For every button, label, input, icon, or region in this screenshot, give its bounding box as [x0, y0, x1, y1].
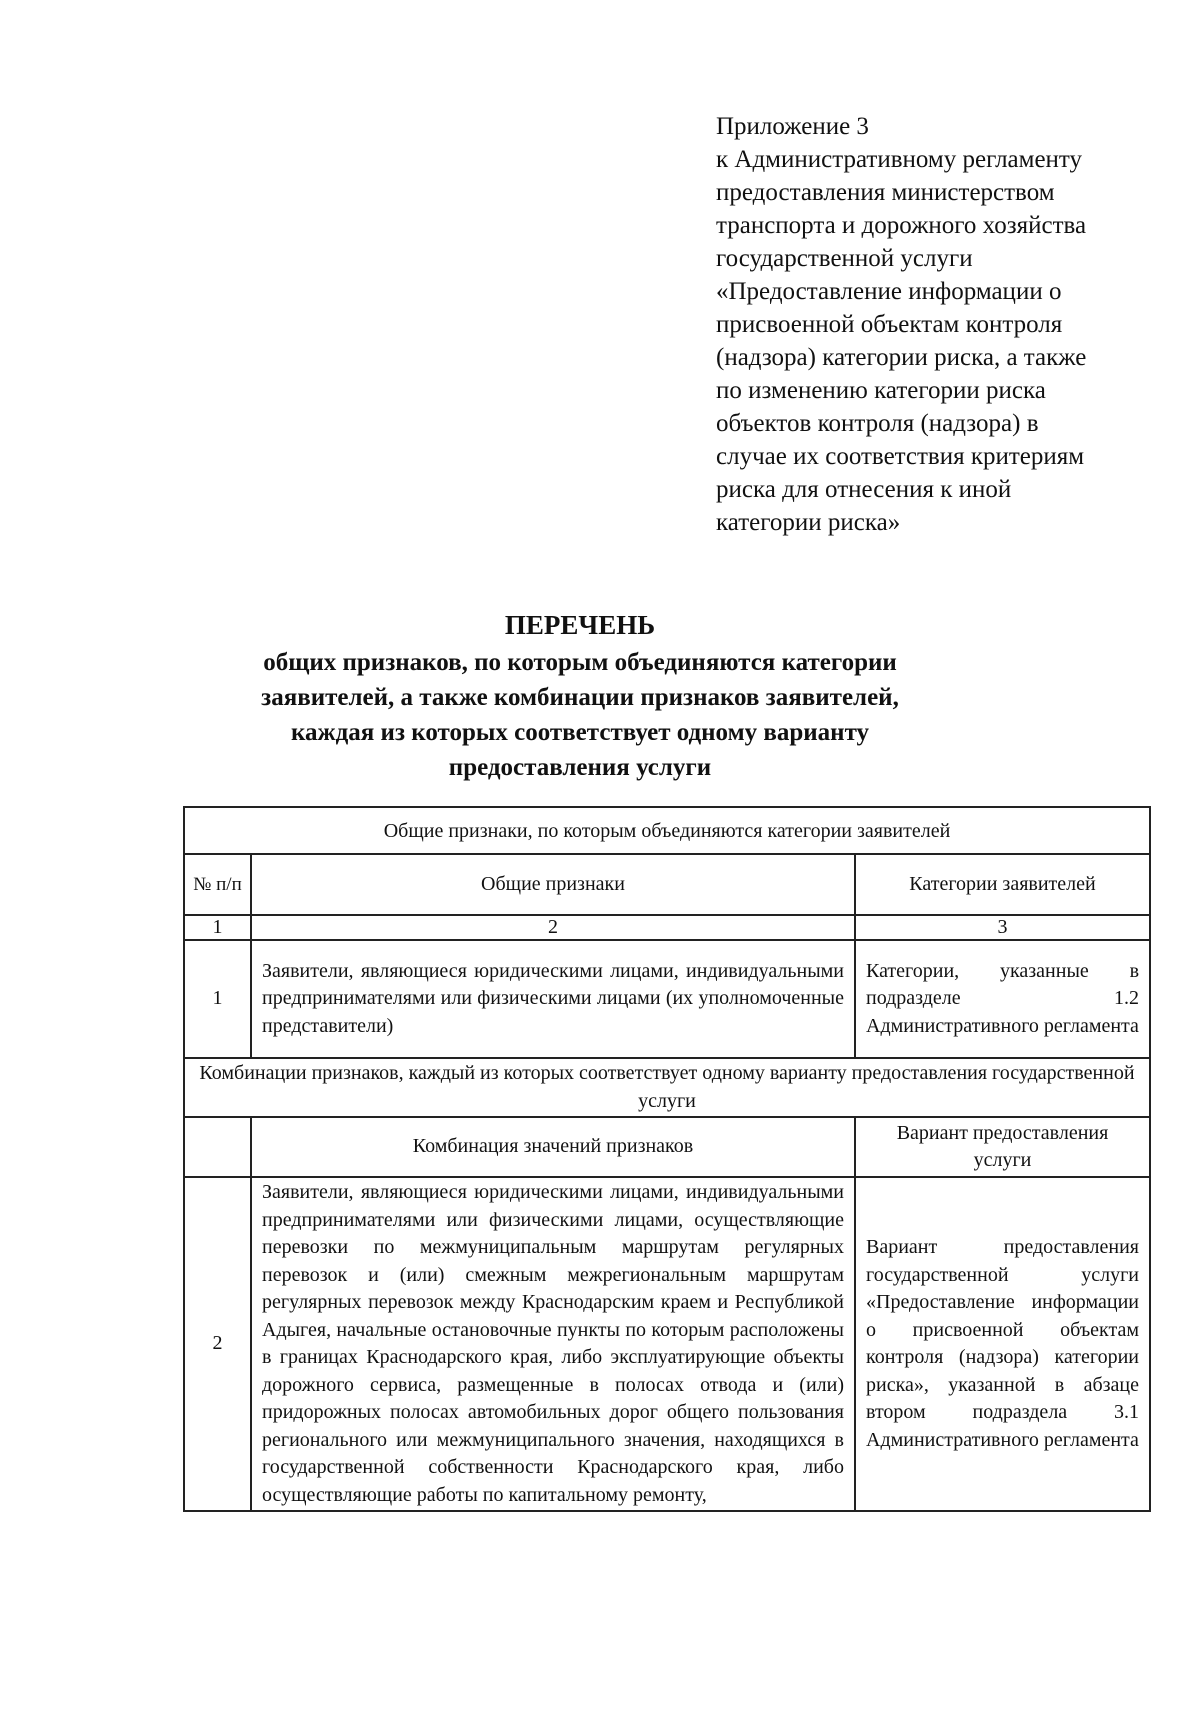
col-number-1: 1 [184, 915, 251, 940]
section1-header: Общие признаки, по которым объединяются категории заявителей [184, 807, 1150, 854]
table-row [184, 940, 1150, 1058]
row2-num: 2 [184, 1177, 251, 1511]
appendix-line: присвоенной объектам контроля [716, 311, 1063, 338]
row1-features: Заявители, являющиеся юридическими лицами, индивидуальными предпринимателями или физическими лицами (их уполномоченные представители) [251, 940, 855, 1058]
title-subtitle-line: предоставления услуги [448, 754, 712, 781]
table-col-number-row [184, 915, 1150, 940]
appendix-line: по изменению категории риска [716, 377, 1046, 404]
appendix-line: «Предоставление информации о [716, 278, 1062, 305]
col-header-combination: Комбинация значений признаков [251, 1117, 855, 1177]
table-section-header-row [184, 1058, 1150, 1117]
appendix-line: транспорта и дорожного хозяйства [716, 212, 1087, 239]
appendix-line: к Административному регламенту [716, 146, 1083, 173]
col-header-general-features: Общие признаки [251, 854, 855, 915]
section2-num-header-empty [184, 1117, 251, 1177]
col-number-2: 2 [251, 915, 855, 940]
row1-categories: Категории, указанные в подразделе 1.2 Административного регламента [855, 940, 1150, 1058]
col-header-num: № п/п [184, 854, 251, 915]
document-title [240, 605, 920, 785]
title-subtitle-line: заявителей, а также комбинации признаков заявителей, [261, 684, 899, 711]
title-subtitle-line: каждая из которых соответствует одному варианту [290, 719, 870, 746]
title-subtitle-line: общих признаков, по которым объединяются категории [263, 649, 897, 676]
features-table [183, 806, 1151, 1512]
row1-num: 1 [184, 940, 251, 1058]
appendix-line: риска для отнесения к иной [716, 476, 1012, 503]
row2-variant: Вариант предоставления государственной услуги «Предоставление информации о присвоенной объектам контроля (надзора) категории риска», указанной в абзаце втором подраздела 3.1 Административного регламента [855, 1177, 1150, 1511]
table-header-row [184, 854, 1150, 915]
table-section-header-row [184, 807, 1150, 854]
table-header-row [184, 1117, 1150, 1177]
section2-header: Комбинации признаков, каждый из которых соответствует одному варианту предоставления государственной услуги [184, 1058, 1150, 1117]
col-header-applicant-categories: Категории заявителей [855, 854, 1150, 915]
appendix-line: предоставления министерством [716, 179, 1055, 206]
appendix-line: (надзора) категории риска, а также [716, 344, 1087, 371]
appendix-line: Приложение 3 [716, 113, 869, 140]
appendix-line: категории риска» [716, 509, 901, 536]
title-main: ПЕРЕЧЕНЬ [504, 610, 656, 640]
appendix-line: государственной услуги [716, 245, 973, 272]
appendix-header [716, 110, 1142, 539]
table-row [184, 1177, 1150, 1511]
appendix-line: объектов контроля (надзора) в [716, 410, 1039, 437]
row2-combination: Заявители, являющиеся юридическими лицами, индивидуальными предпринимателями или физическими лицами, осуществляющие перевозки по межмуниципальным маршрутам регулярных перевозок и (или) смежным межрегиональным маршрутам регулярных перевозок между Краснодарским краем и Республикой Адыгея, начальные остановочные пункты по которым расположены в границах Краснодарского края, либо эксплуатирующие объекты дорожного сервиса, размещенные в полосах отвода и (или) придорожных полосах автомобильных дорог общего пользования регионального или межмуниципального значения, находящихся в государственной собственности Краснодарского края, либо осуществляющие работы по капитальному ремонту, [251, 1177, 855, 1511]
col-number-3: 3 [855, 915, 1150, 940]
appendix-line: случае их соответствия критериям [716, 443, 1085, 470]
col-header-variant: Вариант предоставления услуги [855, 1117, 1150, 1177]
